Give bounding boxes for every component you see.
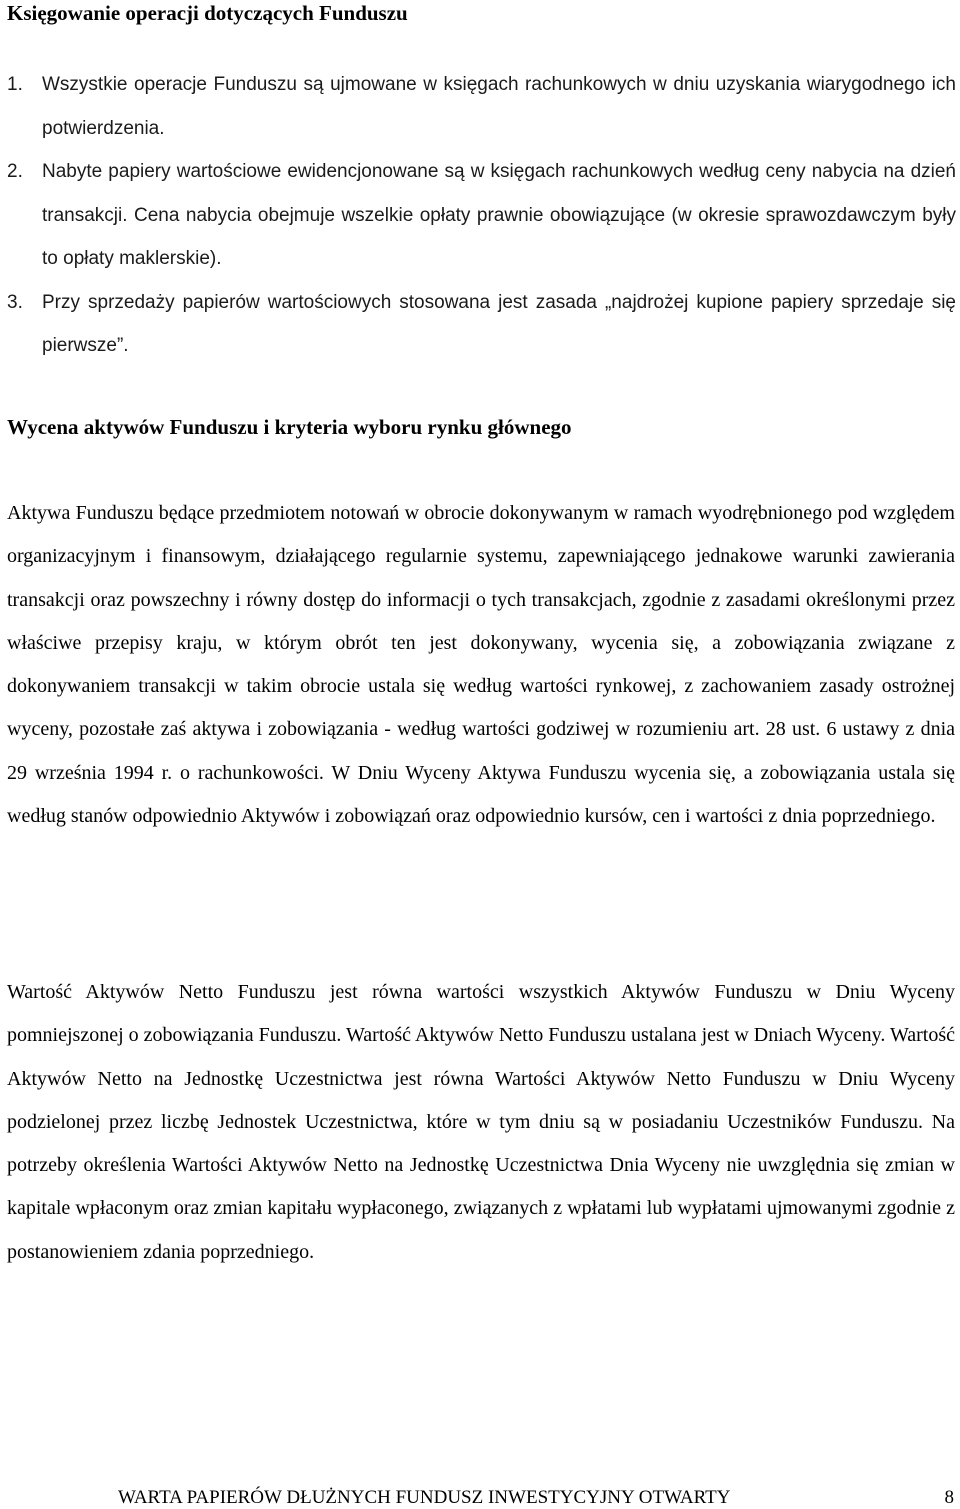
list-item-number: 1. xyxy=(7,74,23,95)
list-item-text: Wszystkie operacje Funduszu są ujmowane w księgach rachunkowych w dniu uzyskania wiarygodnego ich potwierdzenia. xyxy=(42,74,956,139)
list-item-text: Przy sprzedaży papierów wartościowych stosowana jest zasada „najdrożej kupione papiery sprzedaje się pierwsze”. xyxy=(42,291,956,356)
list-item-text: Nabyte papiery wartościowe ewidencjonowane są w księgach rachunkowych według ceny nabycia na dzień transakcji. Cena nabycia obejmuje wszelkie opłaty prawnie obowiązujące (w okresie sprawozdawczym były to opłaty maklerskie). xyxy=(42,161,956,269)
net-asset-value-paragraph: Wartość Aktywów Netto Funduszu jest równa wartości wszystkich Aktywów Funduszu w Dniu Wyceny pomniejszonej o zobowiązania Funduszu. Wartość Aktywów Netto Funduszu ustalana jest w Dniach Wyceny. Wartość Aktywów Netto na Jednostkę Uczestnictwa jest równa Wartości Aktywów Netto Funduszu w Dniu Wyceny podzielonej przez liczbę Jednostek Uczestnictwa, które w tym dniu są w posiadaniu Uczestników Funduszu. Na potrzeby określenia Wartości Aktywów Netto na Jednostkę Uczestnictwa Dnia Wyceny nie uwzględnia się zmian w kapitale wpłaconym oraz zmian kapitału wypłaconego, związanych z wpłatami lub wypłatami ujmowanymi zgodnie z postanowieniem zdania poprzedniego. xyxy=(7,981,955,1263)
footer-fund-name: WARTA PAPIERÓW DŁUŻNYCH FUNDUSZ INWESTYCYJNY OTWARTY xyxy=(118,1487,731,1508)
list-item-number: 3. xyxy=(7,291,23,313)
accounting-rules-list xyxy=(0,63,956,368)
list-item-number: 2. xyxy=(7,161,23,182)
list-item xyxy=(0,150,956,281)
list-item xyxy=(0,63,956,150)
section-heading-accounting: Księgowanie operacji dotyczących Funduszu xyxy=(7,1,408,25)
section-heading-valuation: Wycena aktywów Funduszu i kryteria wyboru rynku głównego xyxy=(7,415,572,439)
page-number: 8 xyxy=(944,1487,954,1508)
list-item xyxy=(0,281,956,368)
valuation-paragraph: Aktywa Funduszu będące przedmiotem notowań w obrocie dokonywanym w ramach wyodrębnionego pod względem organizacyjnym i finansowym, działającego regularnie systemu, zapewniającego jednakowe warunki zawierania transakcji oraz powszechny i równy dostęp do informacji o tych transakcjach, zgodnie z zasadami określonymi przez właściwe przepisy kraju, w którym obrót ten jest dokonywany, wycenia się, a zobowiązania związane z dokonywaniem transakcji w takim obrocie ustala się według wartości rynkowej, z zachowaniem zasady ostrożnej wyceny, pozostałe zaś aktywa i zobowiązania - według wartości godziwej w rozumieniu art. 28 ust. 6 ustawy z dnia 29 września 1994 r. o rachunkowości. W Dniu Wyceny Aktywa Funduszu wycenia się, a zobowiązania ustala się według stanów odpowiednio Aktywów i zobowiązań oraz odpowiednio kursów, cen i wartości z dnia poprzedniego. xyxy=(7,502,955,828)
page-footer xyxy=(0,1487,960,1509)
